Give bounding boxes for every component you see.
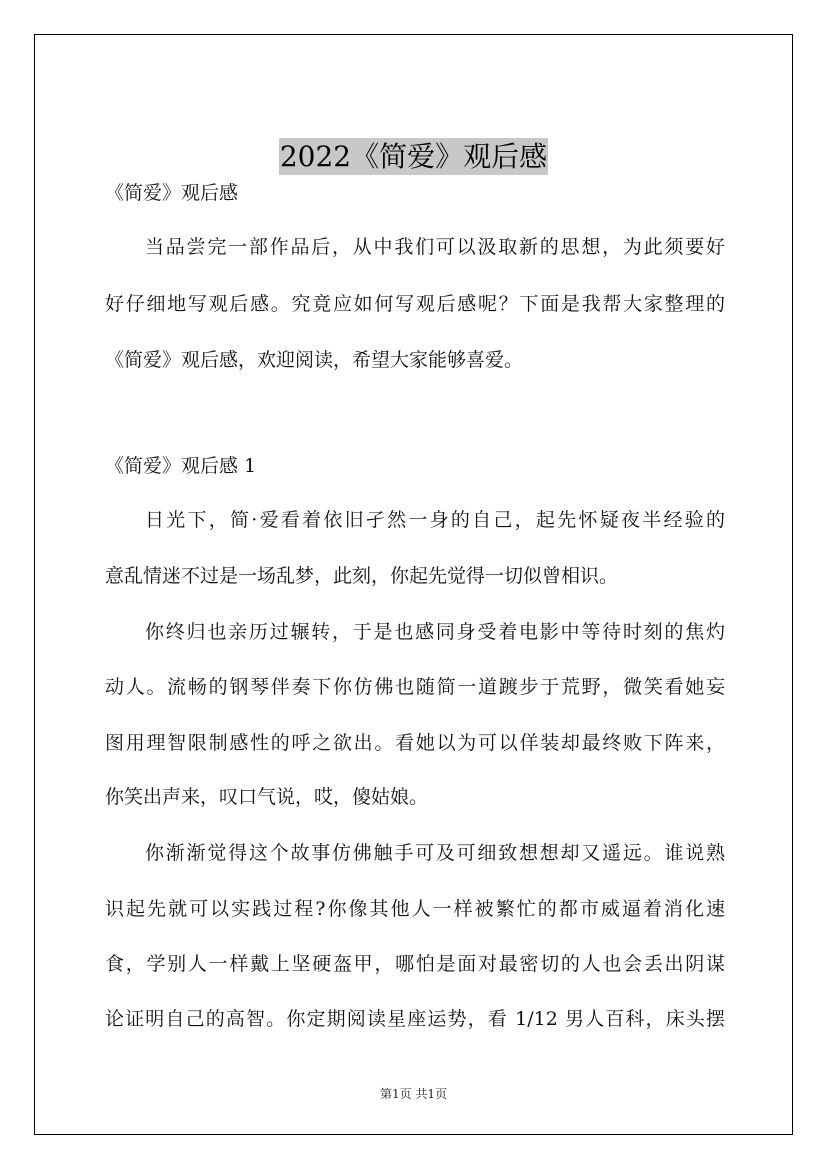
para3-line-1: 你渐渐觉得这个故事仿佛触手可及可细致想想却又遥远。谁说熟 [145, 842, 725, 864]
para3-line-4: 论证明自己的高智。你定期阅读星座运势，看 1/12 男人百科，床头摆 [105, 1008, 725, 1030]
para2-line-4: 你笑出声来，叹口气说，哎，傻姑娘。 [105, 786, 429, 808]
para1-line-2: 意乱情迷不过是一场乱梦，此刻，你起先觉得一切似曾相识。 [105, 565, 619, 587]
intro-line-1: 当品尝完一部作品后，从中我们可以汲取新的思想，为此须要好 [145, 236, 725, 258]
intro-line-3: 《简爱》观后感，欢迎阅读，希望大家能够喜爱。 [105, 349, 524, 371]
document-page [34, 34, 793, 1135]
para3-line-3: 食，学别人一样戴上坚硬盔甲，哪怕是面对最密切的人也会丢出阴谋 [105, 953, 725, 975]
section-heading-intro: 《简爱》观后感 [105, 182, 239, 204]
intro-line-2: 好仔细地写观后感。究竟应如何写观后感呢？下面是我帮大家整理的 [105, 293, 725, 315]
para2-line-2: 动人。流畅的钢琴伴奏下你仿佛也随简一道踱步于荒野，微笑看她妄 [105, 676, 725, 698]
para2-line-3: 图用理智限制感性的呼之欲出。看她以为可以佯装却最终败下阵来， [105, 732, 725, 754]
section-heading-1: 《简爱》观后感 1 [105, 455, 257, 477]
title-wrapper [35, 138, 792, 175]
para3-line-2: 识起先就可以实践过程?你像其他人一样被繁忙的都市威逼着消化速 [105, 898, 725, 920]
para2-line-1: 你终归也亲历过辗转，于是也感同身受着电影中等待时刻的焦灼 [145, 621, 725, 643]
para1-line-1: 日光下，简·爱看着依旧孑然一身的自己，起先怀疑夜半经验的 [145, 509, 725, 531]
document-title: 2022《简爱》观后感 [279, 140, 548, 173]
page-footer: 第1页 共1页 [379, 1087, 448, 1101]
